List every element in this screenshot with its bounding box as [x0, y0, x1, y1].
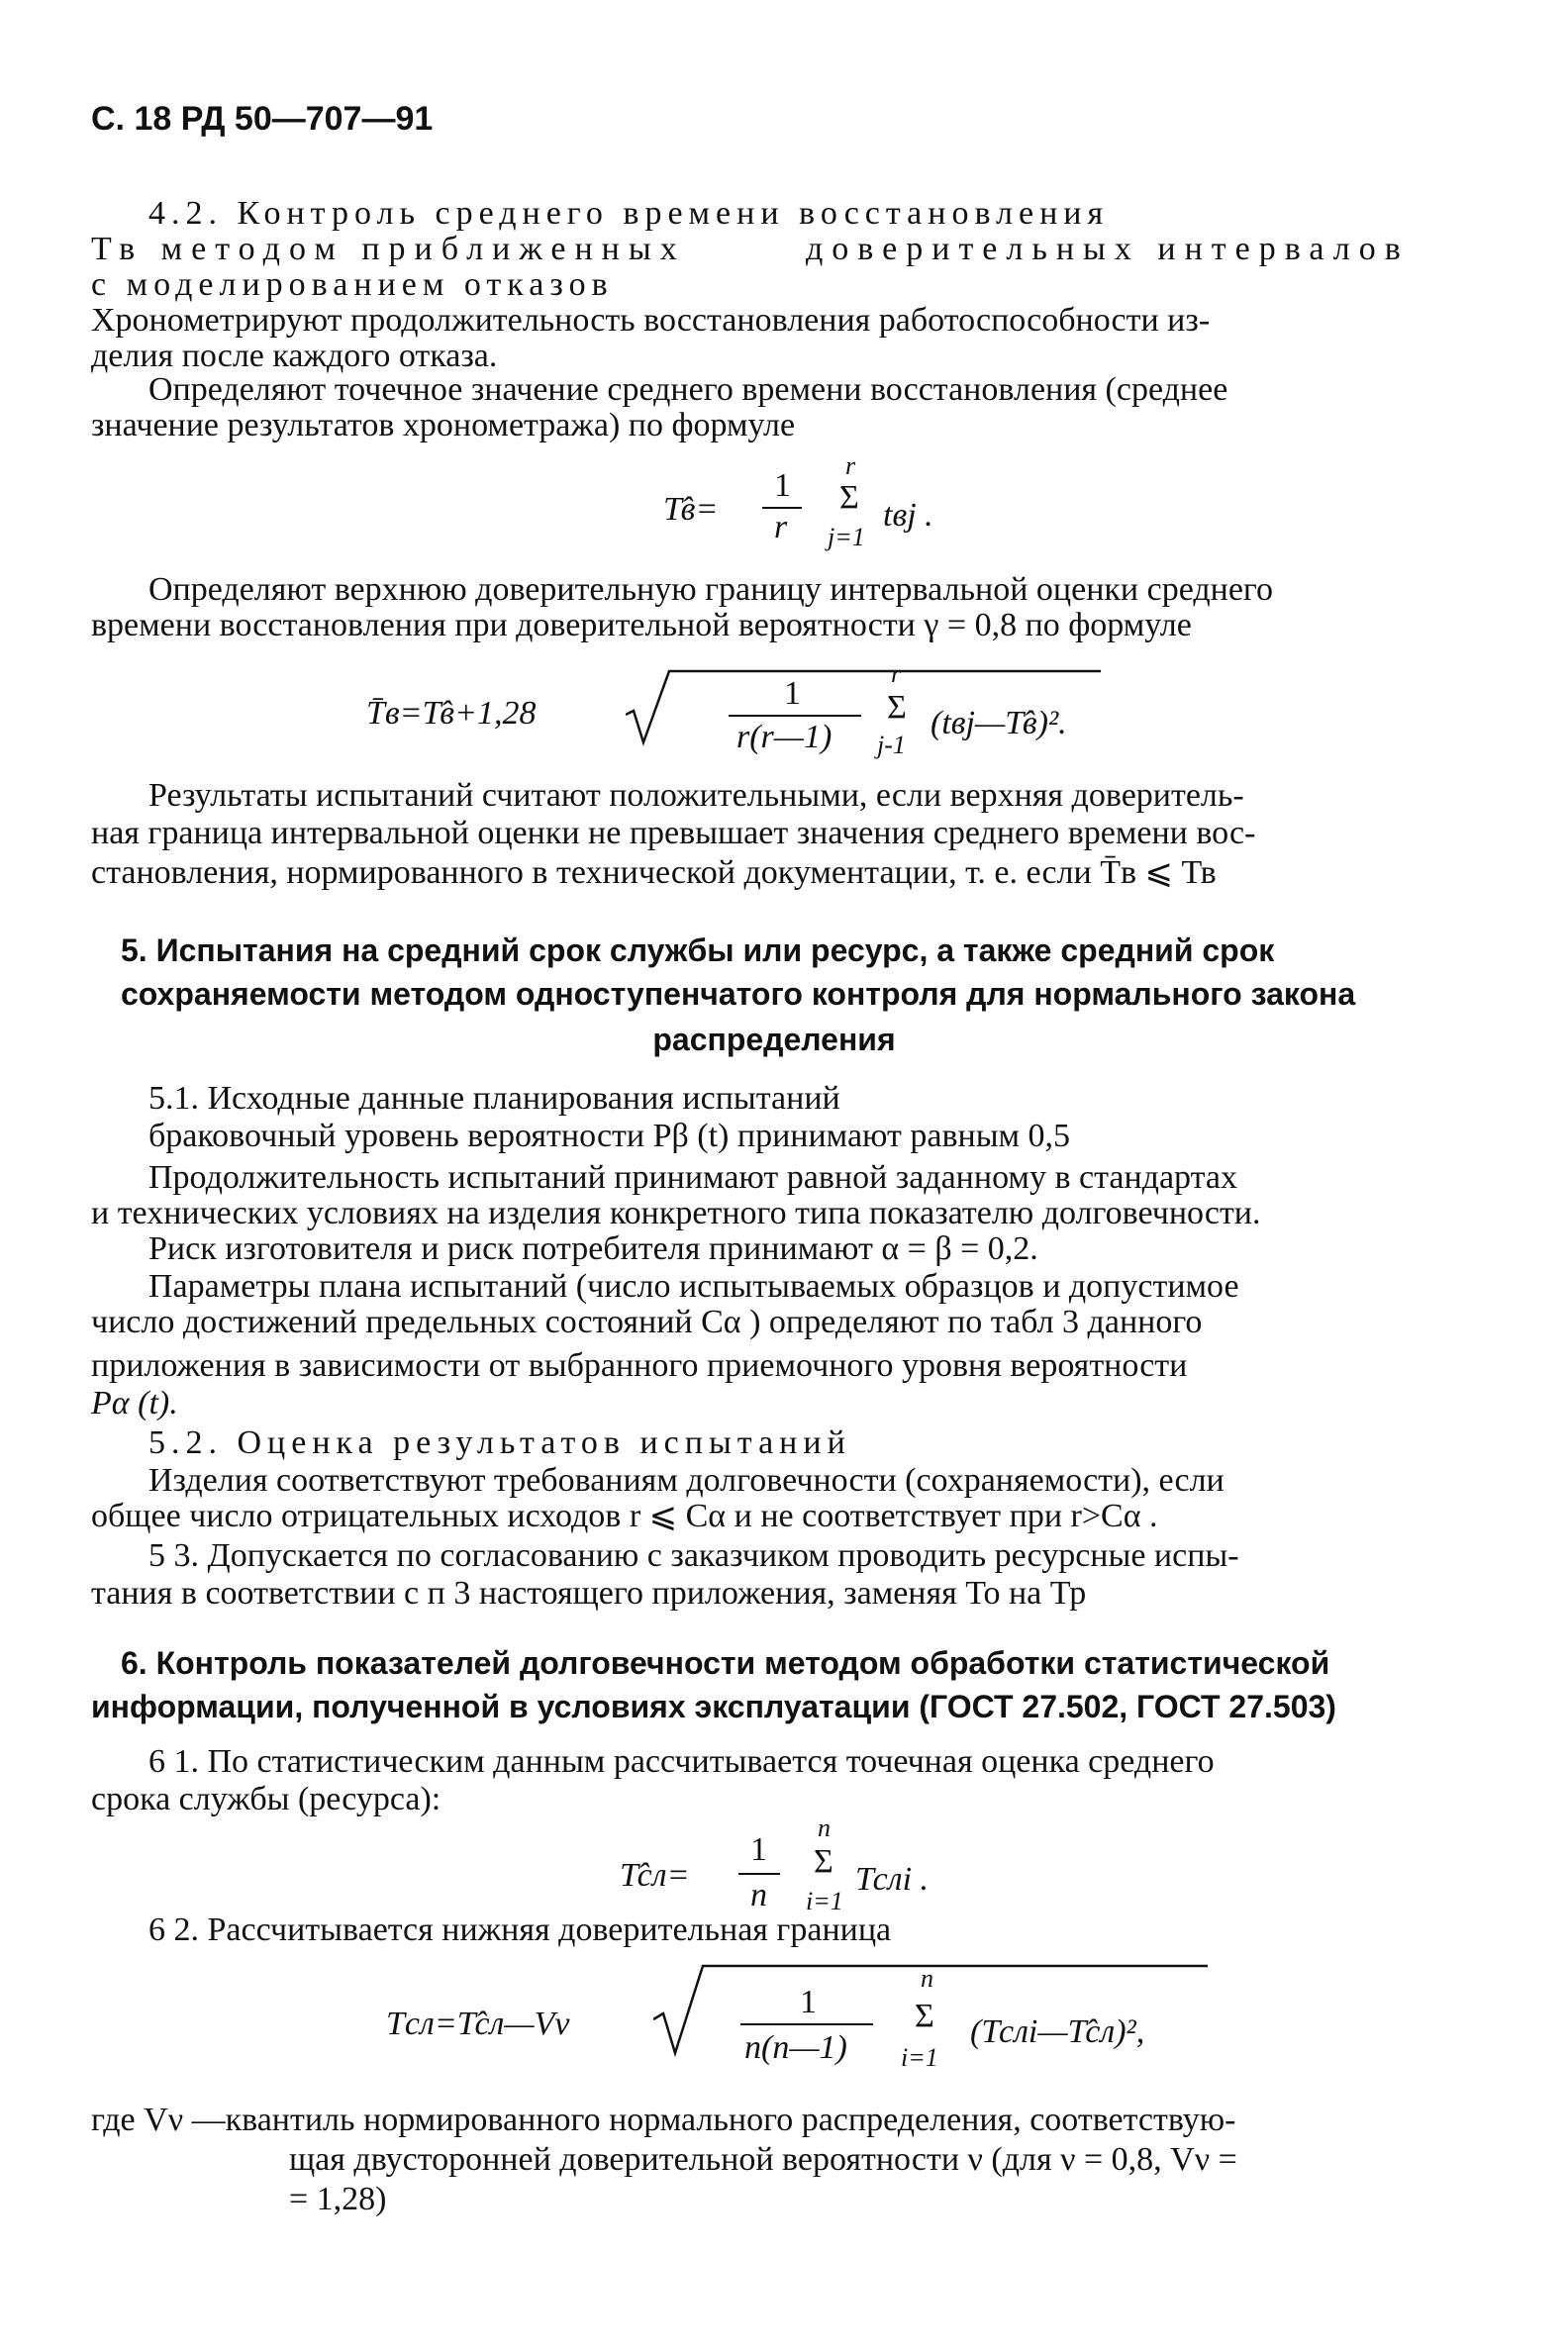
paragraph-line: Результаты испытаний считают положительными, если верхняя доверитель-	[148, 777, 1244, 814]
paragraph-line: Pα (t).	[91, 1385, 178, 1421]
paragraph-line: Хронометрируют продолжительность восстановления работоспособности из-	[91, 302, 1211, 339]
paragraph-line: число достижений предельных состояний Cα ) определяют по табл 3 данного	[91, 1304, 1203, 1340]
paragraph-line: где Vν —квантиль нормированного нормального распределения, соответствую-	[91, 2102, 1236, 2138]
fraction-bar	[738, 1873, 780, 1875]
paragraph-line: Определяют точечное значение среднего времени восстановления (среднее	[148, 371, 1228, 408]
paragraph-line: значение результатов хронометража) по формуле	[91, 407, 796, 443]
fraction-bar	[729, 715, 861, 717]
section-4-2-title-line2: Тв методом приближенных доверительных интервалов	[91, 231, 1410, 267]
fraction-bar	[740, 2023, 873, 2025]
formula-mean-service-life: Т̂сл= 1 n n Σ i=1 Тслi .	[620, 1813, 930, 1915]
paragraph-line: становления, нормированного в технической документации, т. е. если T̄в ⩽ Тв	[91, 854, 1217, 891]
paragraph-line: Изделия соответствуют требованиям долговечности (сохраняемости), если	[148, 1462, 1225, 1499]
paragraph-line: = 1,28)	[289, 2181, 387, 2217]
section-4-2-title-line3: с моделированием отказов	[91, 266, 614, 303]
paragraph-line: времени восстановления при доверительной вероятности γ = 0,8 по формуле	[91, 607, 1192, 643]
paragraph-line: Определяют верхнюю доверительную границу интервальной оценки среднего	[148, 571, 1274, 608]
formula-upper-confidence-bound: T̄в=Т̂в+1,28 1 r(r—1) r Σ j-1 (tвj—Т̂в)².	[366, 653, 1178, 772]
formula-lower-confidence-bound: Tсл=Т̂сл—Vν 1 n(n—1) n Σ i=1 (Тслi—Т̂сл)²,	[386, 1962, 1237, 2081]
paragraph-line: срока службы (ресурса):	[91, 1781, 441, 1817]
section-4-2-title-line1: 4.2. Контроль среднего времени восстановления	[148, 195, 1110, 232]
paragraph-line: тания в соответствии с п 3 настоящего приложения, заменяя То на Тр	[91, 1575, 1087, 1612]
section-5-title-line3: распределения	[652, 1022, 896, 1057]
paragraph-line: 5.1. Исходные данные планирования испытаний	[148, 1080, 840, 1117]
paragraph-line: щая двусторонней доверительной вероятности ν (для ν = 0,8, Vν =	[289, 2141, 1237, 2178]
paragraph-line: браковочный уровень вероятности Pβ (t) принимают равным 0,5	[148, 1118, 1071, 1154]
section-5-2-title: 5.2. Оценка результатов испытаний	[148, 1424, 851, 1461]
page-header: С. 18 РД 50—707—91	[91, 100, 434, 138]
section-6-title-line1: 6. Контроль показателей долговечности методом обработки статистической	[121, 1645, 1330, 1681]
paragraph-line: Параметры плана испытаний (число испытываемых образцов и допустимое	[148, 1268, 1239, 1305]
section-5-title-line2: сохраняемости методом одноступенчатого контроля для нормального закона	[121, 976, 1356, 1012]
paragraph-line: 5 3. Допускается по согласованию с заказчиком проводить ресурсные испы-	[148, 1537, 1239, 1574]
section-5-title-line1: 5. Испытания на средний срок службы или ресурс, а также средний срок	[121, 932, 1275, 968]
paragraph-line: приложения в зависимости от выбранного приемочного уровня вероятности	[91, 1347, 1188, 1384]
paragraph-line: Продолжительность испытаний принимают равной заданному в стандартах	[148, 1159, 1237, 1196]
paragraph-line: Риск изготовителя и риск потребителя принимают α = β = 0,2.	[148, 1230, 1038, 1267]
formula-mean-recovery-time: Т̂в= 1 r r Σ j=1 tвj .	[663, 451, 933, 551]
paragraph-line: и технических условиях на изделия конкретного типа показателю долговечности.	[91, 1195, 1261, 1231]
paragraph-line: ная граница интервальной оценки не превышает значения среднего времени вос-	[91, 815, 1256, 851]
paragraph-line: делия после каждого отказа.	[91, 338, 498, 374]
paragraph-line: 6 1. По статистическим данным рассчитывается точечная оценка среднего	[148, 1743, 1215, 1780]
paragraph-line: общее число отрицательных исходов r ⩽ Cα и не соответствует при r>Cα .	[91, 1498, 1158, 1534]
section-6-title-line2: информации, полученной в условиях эксплуатации (ГОСТ 27.502, ГОСТ 27.503)	[91, 1689, 1336, 1724]
paragraph-line: 6 2. Рассчитывается нижняя доверительная граница	[148, 1911, 892, 1948]
